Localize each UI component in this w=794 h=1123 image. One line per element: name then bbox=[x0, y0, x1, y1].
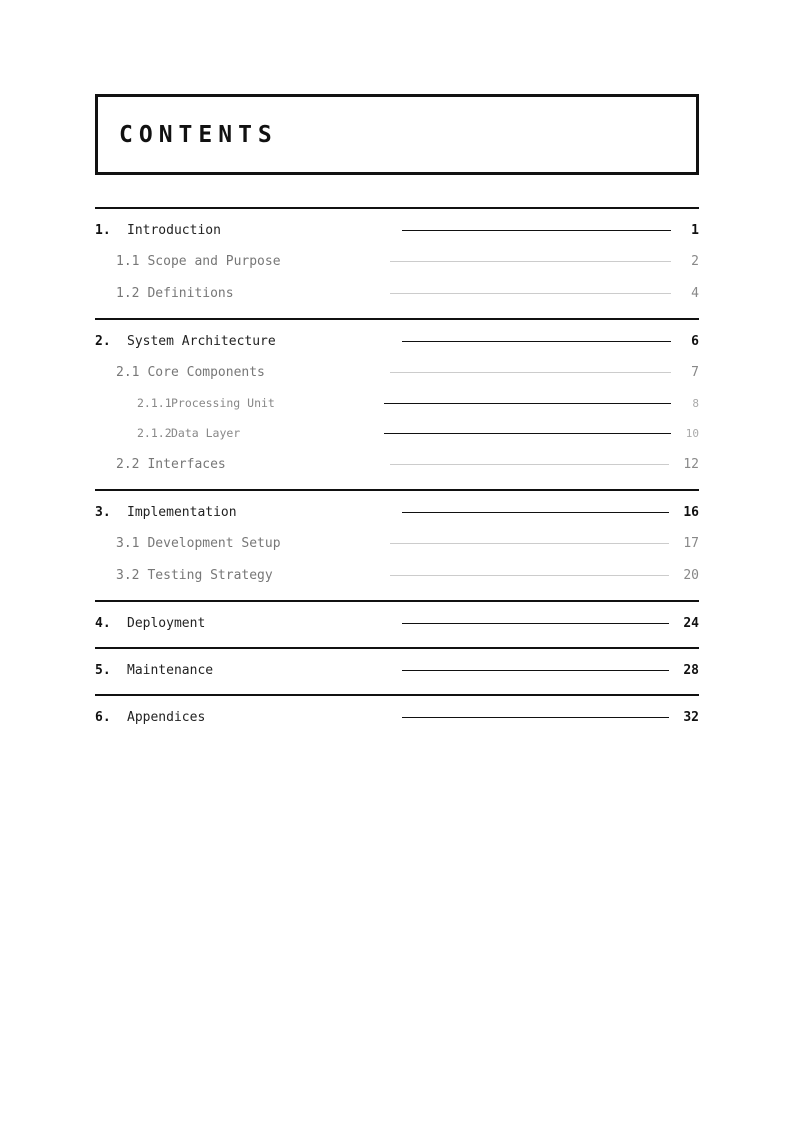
leader-line bbox=[384, 433, 671, 434]
toc-entry-1-2[interactable] bbox=[95, 277, 699, 309]
entry-number: 1.1 bbox=[116, 253, 140, 269]
entry-number: 5. bbox=[95, 663, 111, 678]
page-title: CONTENTS bbox=[119, 121, 278, 148]
entry-label: System Architecture bbox=[127, 334, 276, 349]
entry-number: 1.2 bbox=[116, 285, 140, 301]
toc-entry-1-1[interactable] bbox=[95, 245, 699, 277]
toc-entry-5[interactable] bbox=[95, 656, 699, 685]
toc-entry-3-2[interactable] bbox=[95, 559, 699, 591]
entry-page-number: 7 bbox=[691, 364, 699, 380]
toc-entry-6[interactable] bbox=[95, 703, 699, 732]
leader-line bbox=[402, 512, 669, 513]
toc-entry-2-2[interactable] bbox=[95, 448, 699, 480]
entry-label: Definitions bbox=[147, 285, 234, 301]
entry-page-number: 4 bbox=[691, 285, 699, 301]
title-box bbox=[95, 94, 699, 175]
entry-label: Deployment bbox=[127, 616, 206, 631]
entry-label: Interfaces bbox=[147, 456, 226, 472]
entry-number: 3.2 bbox=[116, 567, 140, 583]
entry-page-number: 2 bbox=[691, 253, 699, 269]
entry-label: Data Layer bbox=[171, 426, 241, 440]
entry-label: Introduction bbox=[127, 223, 221, 238]
entry-page-number: 12 bbox=[683, 456, 699, 472]
leader-line bbox=[402, 230, 671, 231]
toc-entry-3[interactable] bbox=[95, 498, 699, 527]
entry-number: 1. bbox=[95, 223, 111, 238]
toc-entry-4[interactable] bbox=[95, 609, 699, 638]
entry-label: Appendices bbox=[127, 710, 206, 725]
entry-label: Core Components bbox=[147, 364, 265, 380]
entry-page-number: 20 bbox=[683, 567, 699, 583]
leader-line bbox=[390, 261, 671, 262]
entry-number: 2.1 bbox=[116, 364, 140, 380]
toc-entry-2-1[interactable] bbox=[95, 356, 699, 388]
entry-number: 3. bbox=[95, 505, 111, 520]
entry-page-number: 24 bbox=[683, 616, 699, 631]
leader-line bbox=[402, 717, 669, 718]
leader-line bbox=[390, 372, 671, 373]
entry-number: 2.2 bbox=[116, 456, 140, 472]
entry-label: Development Setup bbox=[147, 535, 281, 551]
leader-line bbox=[390, 464, 669, 465]
leader-line bbox=[390, 293, 671, 294]
entry-label: Maintenance bbox=[127, 663, 214, 678]
leader-line bbox=[402, 623, 669, 624]
leader-line bbox=[390, 575, 669, 576]
entry-number: 4. bbox=[95, 616, 111, 631]
entry-page-number: 6 bbox=[691, 334, 699, 349]
toc-entry-3-1[interactable] bbox=[95, 527, 699, 559]
entry-page-number: 10 bbox=[685, 426, 699, 440]
leader-line bbox=[402, 341, 671, 342]
toc-section-5 bbox=[95, 647, 699, 694]
toc-entry-2-1-2[interactable] bbox=[95, 418, 699, 448]
entry-number: 2. bbox=[95, 334, 111, 349]
entry-number: 2.1.2 bbox=[137, 426, 172, 440]
entry-page-number: 8 bbox=[692, 396, 699, 410]
entry-number: 6. bbox=[95, 710, 111, 725]
entry-label: Implementation bbox=[127, 505, 237, 520]
entry-label: Processing Unit bbox=[171, 396, 275, 410]
toc-section-6 bbox=[95, 694, 699, 741]
toc-entry-2[interactable] bbox=[95, 327, 699, 356]
entry-page-number: 16 bbox=[683, 505, 699, 520]
contents-page bbox=[95, 94, 699, 741]
leader-line bbox=[402, 670, 669, 671]
toc-section-4 bbox=[95, 600, 699, 647]
toc-section-2 bbox=[95, 318, 699, 489]
entry-label: Testing Strategy bbox=[147, 567, 273, 583]
toc-entry-1[interactable] bbox=[95, 216, 699, 245]
table-of-contents bbox=[95, 207, 699, 741]
entry-page-number: 1 bbox=[691, 223, 699, 238]
toc-section-3 bbox=[95, 489, 699, 600]
entry-page-number: 32 bbox=[683, 710, 699, 725]
leader-line bbox=[390, 543, 669, 544]
toc-section-1 bbox=[95, 207, 699, 318]
entry-page-number: 28 bbox=[683, 663, 699, 678]
entry-label: Scope and Purpose bbox=[147, 253, 281, 269]
entry-page-number: 17 bbox=[683, 535, 699, 551]
entry-number: 2.1.1 bbox=[137, 396, 172, 410]
toc-entry-2-1-1[interactable] bbox=[95, 388, 699, 418]
entry-number: 3.1 bbox=[116, 535, 140, 551]
leader-line bbox=[384, 403, 671, 404]
